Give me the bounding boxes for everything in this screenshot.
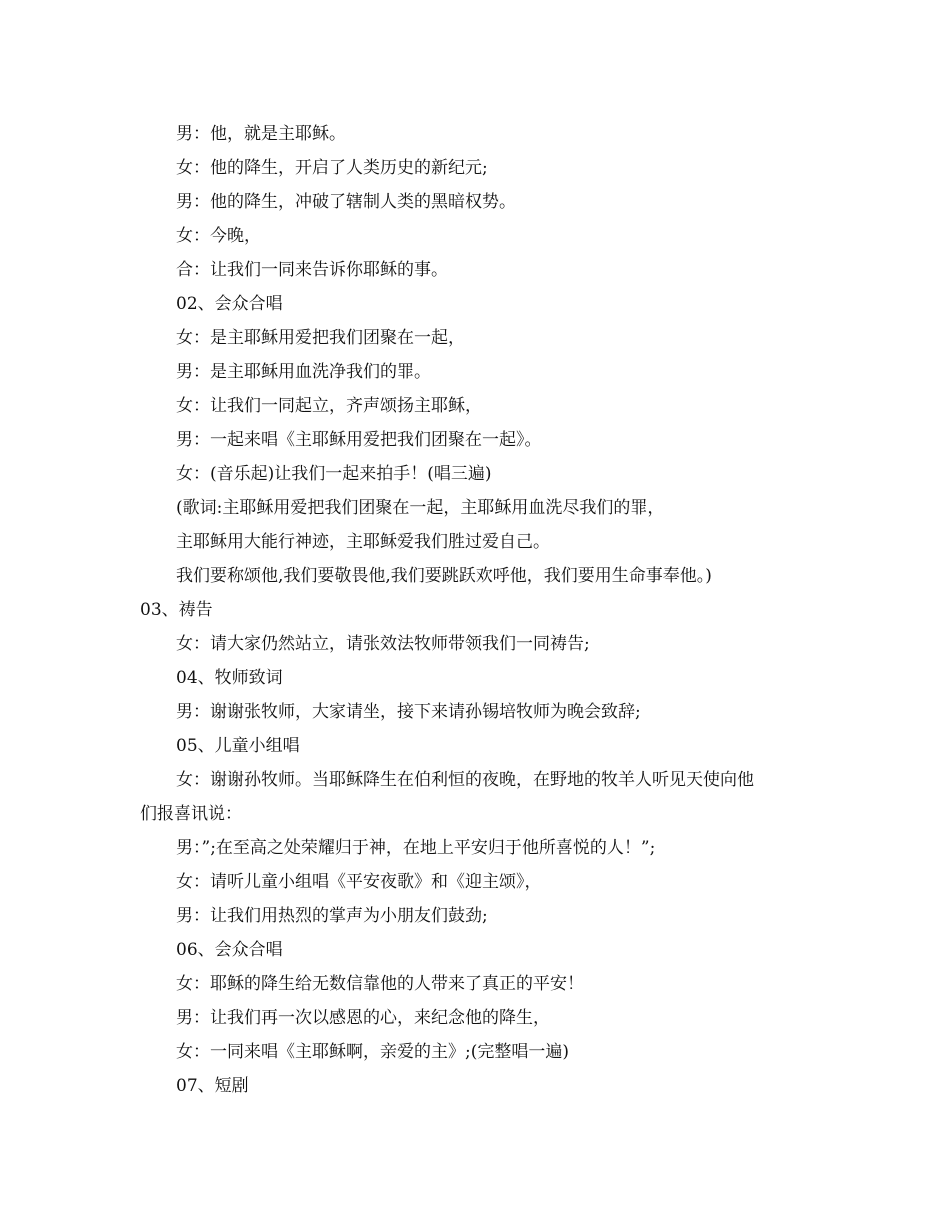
section-heading: 06、会众合唱 xyxy=(176,940,283,960)
dialogue-line: 女：请听儿童小组唱《平安夜歌》和《迎主颂》， xyxy=(176,872,542,892)
dialogue-line: 女：耶稣的降生给无数信靠他的人带来了真正的平安！ xyxy=(176,974,584,994)
dialogue-line: 女：是主耶稣用爱把我们团聚在一起， xyxy=(176,328,465,348)
dialogue-line: 女：请大家仍然站立，请张效法牧师带领我们一同祷告; xyxy=(176,634,590,654)
dialogue-line: 男：一起来唱《主耶稣用爱把我们团聚在一起》。 xyxy=(176,430,542,450)
dialogue-line: 男：谢谢张牧师，大家请坐，接下来请孙锡培牧师为晚会致辞; xyxy=(176,702,641,722)
dialogue-line: 女：(音乐起)让我们一起来拍手！(唱三遍) xyxy=(176,464,492,484)
document-body xyxy=(140,117,840,1103)
lyrics-line: (歌词:主耶稣用爱把我们团聚在一起，主耶稣用血洗尽我们的罪， xyxy=(176,498,665,518)
lyrics-line: 我们要称颂他,我们要敬畏他,我们要跳跃欢呼他，我们要用生命事奉他。) xyxy=(176,566,712,586)
dialogue-line: 男：让我们用热烈的掌声为小朋友们鼓劲; xyxy=(176,906,488,926)
dialogue-line: 女：今晚， xyxy=(176,226,261,246)
dialogue-line: 男：让我们再一次以感恩的心，来纪念他的降生， xyxy=(176,1008,550,1028)
dialogue-line-continuation: 们报喜讯说： xyxy=(140,804,242,824)
dialogue-line: 男：是主耶稣用血洗净我们的罪。 xyxy=(176,362,431,382)
section-heading: 03、祷告 xyxy=(140,600,213,620)
dialogue-line: 女：让我们一同起立，齐声颂扬主耶稣， xyxy=(176,396,482,416)
section-heading: 07、短剧 xyxy=(176,1076,249,1096)
section-heading: 04、牧师致词 xyxy=(176,668,283,688)
dialogue-line: 男：”;在至高之处荣耀归于神，在地上平安归于他所喜悦的人！”; xyxy=(176,838,656,858)
dialogue-line: 男：他的降生，冲破了辖制人类的黑暗权势。 xyxy=(176,192,516,212)
section-heading: 05、儿童小组唱 xyxy=(176,736,300,756)
lyrics-line: 主耶稣用大能行神迹，主耶稣爱我们胜过爱自己。 xyxy=(176,532,550,552)
dialogue-line: 女：谢谢孙牧师。当耶稣降生在伯利恒的夜晚，在野地的牧羊人听见天使向他 xyxy=(176,770,754,790)
dialogue-line: 合：让我们一同来告诉你耶稣的事。 xyxy=(176,260,448,280)
dialogue-line: 女：一同来唱《主耶稣啊，亲爱的主》;(完整唱一遍) xyxy=(176,1042,569,1062)
dialogue-line: 男：他，就是主耶稣。 xyxy=(176,124,346,144)
dialogue-line: 女：他的降生，开启了人类历史的新纪元; xyxy=(176,158,488,178)
section-heading: 02、会众合唱 xyxy=(176,294,283,314)
